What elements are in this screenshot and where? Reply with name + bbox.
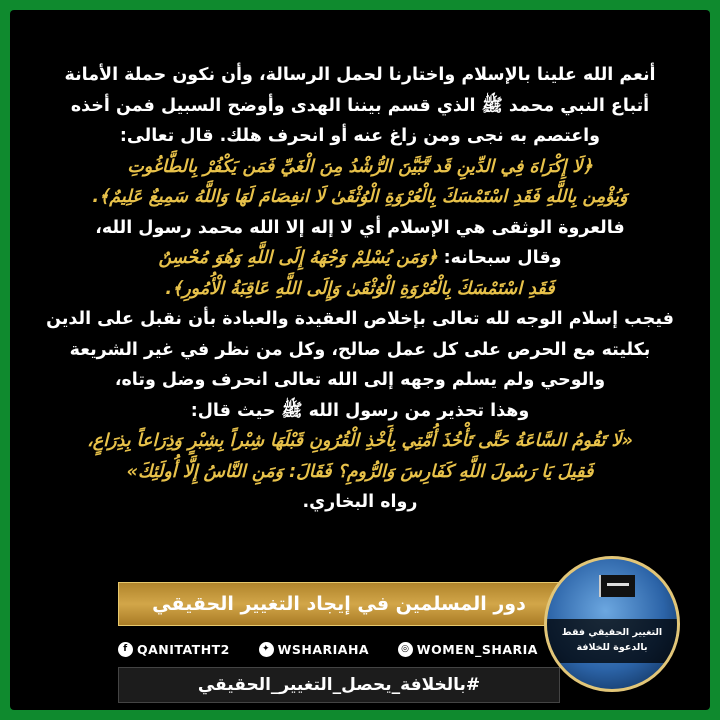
instagram-icon: ◎ <box>398 642 413 657</box>
hashtag-bar: #بالخلافة_يحصل_التغيير_الحقيقي <box>118 667 560 703</box>
text-line: أتباع النبي محمد ﷺ الذي قسم بيننا الهدى وأوضح السبيل فمن أخذه <box>70 95 650 116</box>
text-line: أنعم الله علينا بالإسلام واختارنا لحمل الرسالة، وأن نكون حملة الأمانة <box>64 65 656 85</box>
quran-verse-line: وَيُؤْمِن بِاللَّهِ فَقَدِ اسْتَمْسَكَ بِالْعُرْوَةِ الْوُثْقَىٰ لَا انفِصَامَ لَهَا وَاللَّهُ سَمِيعٌ عَلِيمٌ﴾. <box>92 187 628 207</box>
title-banner: دور المسلمين في إيجاد التغيير الحقيقي <box>118 582 560 626</box>
social-handle-facebook[interactable] <box>118 642 230 657</box>
social-handles <box>118 638 538 660</box>
text-line: بكليته مع الحرص على كل عمل صالح، وكل من نظر في غير الشريعة <box>69 339 651 360</box>
social-handle-label: QANITATHT2 <box>137 641 230 657</box>
text-line: فالعروة الوثقى هي الإسلام أي لا إله إلا الله محمد رسول الله، <box>95 217 625 238</box>
body-text <box>40 60 680 518</box>
logo-caption <box>547 619 677 663</box>
social-handle-label: WSHARIAHA <box>277 641 370 657</box>
text-segment: وقال سبحانه: <box>437 248 562 268</box>
text-line: فيجب إسلام الوجه لله تعالى بإخلاص العقيدة والعبادة بأن نقبل على الدين <box>46 309 674 329</box>
logo-line: بالدعوة للخلافة <box>576 642 648 653</box>
flag-icon <box>599 575 635 597</box>
quran-verse-line: ﴿لَا إِكْرَاهَ فِي الدِّينِ قَد تَّبَيَّنَ الرُّشْدُ مِنَ الْغَيِّ فَمَن يَكْفُرْ بِالطَّاغُوتِ <box>127 156 593 177</box>
citation-line: رواه البخاري. <box>302 492 418 512</box>
text-line: واعتصم به نجى ومن زاغ عنه أو انحرف هلك. قال تعالى: <box>119 126 601 146</box>
social-handle-label: WOMEN_SHARIA <box>416 641 538 657</box>
text-line-mixed <box>40 243 680 274</box>
social-handle-twitter[interactable] <box>259 642 370 657</box>
campaign-logo <box>544 556 680 692</box>
hadith-line: فَقِيلَ يَا رَسُولَ اللَّهِ كَفَارِسَ وَالرُّومِ؟ فَقَالَ: وَمَنِ النَّاسُ إِلَّا أُولَئِكَ» <box>126 461 594 482</box>
text-line: والوحي ولم يسلم وجهه إلى الله تعالى انحرف وضل وتاه، <box>114 370 606 390</box>
facebook-icon: f <box>118 642 133 657</box>
twitter-icon: ✦ <box>259 642 274 657</box>
hadith-line: «لَا تَقُومُ السَّاعَةُ حَتَّى تَأْخُذَ أُمَّتِي بِأَخْذِ الْقُرُونِ قَبْلَهَا شِبْراً بِشِبْرٍ وَذِرَاعاً بِذِرَاعٍ، <box>87 431 633 451</box>
quran-verse-line: فَقَدِ اسْتَمْسَكَ بِالْعُرْوَةِ الْوُثْقَىٰ وَإِلَى اللَّهِ عَاقِبَةُ الْأُمُورِ﴾. <box>165 278 555 299</box>
social-handle-instagram[interactable] <box>398 642 538 657</box>
quran-verse-segment: ﴿وَمَن يُسْلِمْ وَجْهَهُ إِلَى اللَّهِ وَهُوَ مُحْسِنٌ <box>158 248 438 268</box>
text-line: وهذا تحذير من رسول الله ﷺ حيث قال: <box>190 400 530 421</box>
logo-line: التغيير الحقيقي فقط <box>561 627 663 638</box>
